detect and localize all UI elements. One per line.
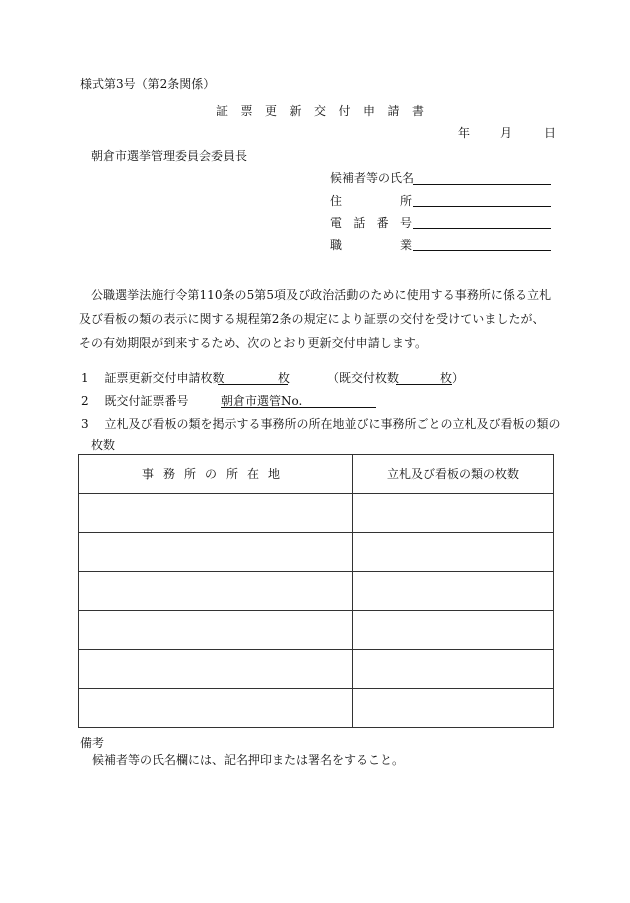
date-month[interactable]: 月 — [500, 126, 513, 140]
phone-underline — [413, 228, 551, 229]
office-location-cell[interactable] — [79, 533, 353, 572]
office-location-cell[interactable] — [79, 611, 353, 650]
date-day[interactable]: 日 — [544, 126, 557, 140]
sign-count-cell[interactable] — [353, 611, 554, 650]
table-row — [79, 533, 554, 572]
item-3-label: 立札及び看板の類を掲示する事務所の所在地並びに事務所ごとの立札及び看板の類の — [104, 417, 561, 431]
item-1-existing-unit: 枚） — [440, 371, 465, 385]
item-1-label: 証票更新交付申請枚数 — [104, 371, 225, 385]
document-title: 証票更新交付申請書 — [216, 104, 437, 118]
table-row — [79, 494, 554, 533]
item-2-underline — [221, 407, 376, 408]
item-2-label: 既交付証票番号 — [104, 394, 189, 408]
table-row — [79, 572, 554, 611]
table-row — [79, 650, 554, 689]
header-office-location: 事務所の所在地 — [79, 455, 353, 494]
remarks-text: 候補者等の氏名欄には、記名押印または署名をすること。 — [92, 753, 405, 767]
remarks-label: 備考 — [80, 736, 105, 750]
item-1-unit: 枚 — [278, 371, 291, 385]
office-location-cell[interactable] — [79, 689, 353, 728]
item-2-number: 2 — [81, 394, 89, 408]
sign-count-cell[interactable] — [353, 572, 554, 611]
sign-count-cell[interactable] — [353, 689, 554, 728]
field-label-name: 候補者等の氏名 — [330, 171, 415, 185]
date-line — [458, 127, 556, 139]
item-3-number: 3 — [81, 417, 89, 431]
item-3-label-continued: 枚数 — [91, 438, 116, 452]
field-label-occupation: 職 業 — [330, 238, 412, 252]
sign-count-cell[interactable] — [353, 533, 554, 572]
item-1-existing-label: （既交付枚数 — [327, 371, 400, 385]
field-label-address: 住 所 — [330, 194, 412, 208]
occupation-underline — [413, 250, 551, 251]
office-location-cell[interactable] — [79, 650, 353, 689]
address-underline — [413, 206, 551, 207]
application-statement: 公職選挙法施行令第110条の5第5項及び政治活動のために使用する事務所に係る立札及び看板の類の表示に関する規程第2条の規定により証票の交付を受けていましたが、その有効期限が到来するため、次のとおり更新交付申請します。 — [79, 288, 552, 350]
addressee: 朝倉市選挙管理委員会委員長 — [91, 149, 248, 163]
item-1-number: 1 — [81, 371, 89, 385]
item-2 — [81, 395, 188, 407]
name-underline — [413, 184, 551, 185]
office-location-cell[interactable] — [79, 572, 353, 611]
office-location-cell[interactable] — [79, 494, 353, 533]
office-table — [78, 454, 554, 728]
item-1 — [81, 372, 224, 384]
form-number: 様式第3号（第2条関係） — [80, 77, 216, 91]
field-label-phone: 電 話 番 号 — [330, 216, 412, 230]
sign-count-cell[interactable] — [353, 494, 554, 533]
header-sign-count: 立札及び看板の類の枚数 — [353, 455, 554, 494]
item-3 — [81, 418, 560, 430]
sign-count-cell[interactable] — [353, 650, 554, 689]
table-row — [79, 689, 554, 728]
table-header-row — [79, 455, 554, 494]
date-year[interactable]: 年 — [458, 126, 471, 140]
item-2-prefix: 朝倉市選管No. — [221, 394, 303, 408]
table-row — [79, 611, 554, 650]
